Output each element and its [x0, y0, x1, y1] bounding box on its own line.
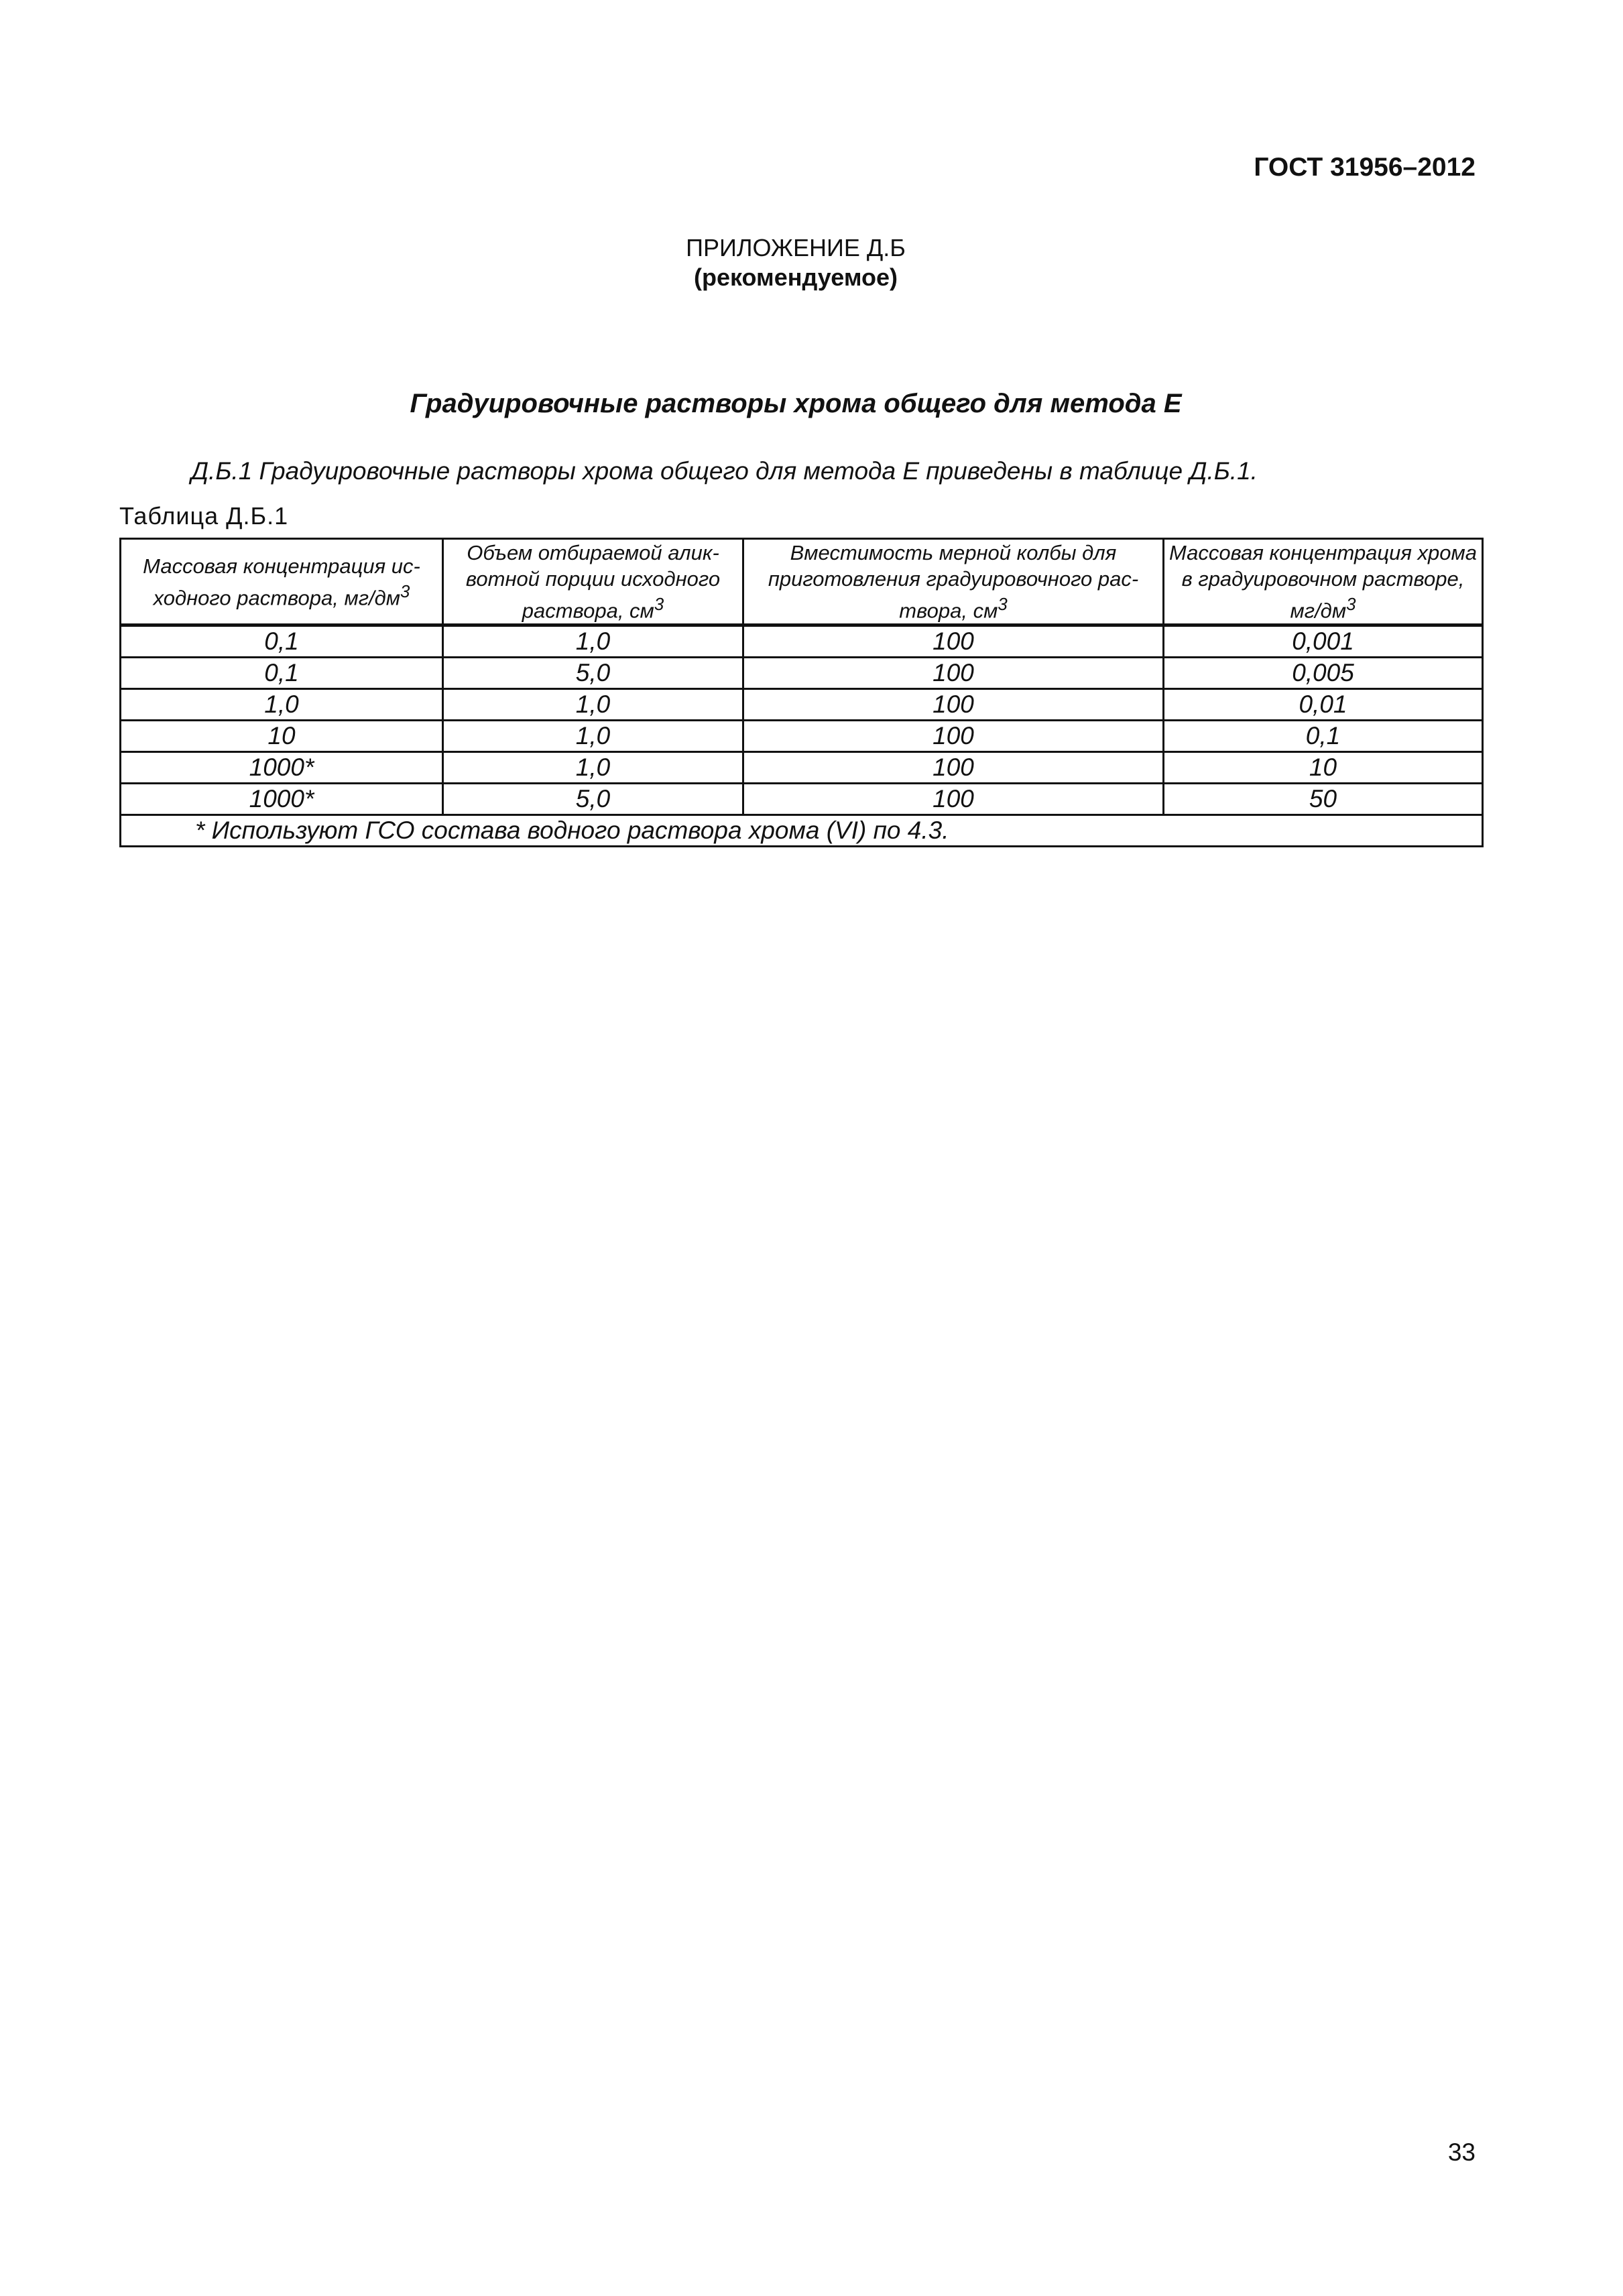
- table-row: [121, 721, 1483, 752]
- table-row: [121, 625, 1483, 658]
- table-cell: 1,0: [121, 689, 443, 721]
- table-footnote-row: [121, 815, 1483, 847]
- table-row: [121, 752, 1483, 784]
- table-cell: 0,001: [1164, 625, 1483, 658]
- table-cell: 1000*: [121, 752, 443, 784]
- table-cell: 0,1: [121, 625, 443, 658]
- table-cell: 0,01: [1164, 689, 1483, 721]
- table-cell: 1,0: [443, 721, 743, 752]
- calibration-table: [119, 538, 1484, 847]
- section-title: Градуировочные растворы хрома общего для метода Е: [410, 389, 1182, 418]
- table-row: [121, 784, 1483, 815]
- document-code: ГОСТ 31956–2012: [1254, 153, 1476, 182]
- header-cell-aliquot-volume: Объем отбираемой алик-вотной порции исходного раствора, $см^3$: [443, 539, 743, 625]
- table-cell: 5,0: [443, 658, 743, 689]
- page-number: 33: [1447, 2138, 1476, 2166]
- appendix-heading: [0, 233, 1591, 292]
- table-cell: 1,0: [443, 689, 743, 721]
- table-cell: 0,005: [1164, 658, 1483, 689]
- table-row: [121, 689, 1483, 721]
- table-cell: 100: [743, 689, 1164, 721]
- appendix-title: ПРИЛОЖЕНИЕ Д.Б: [686, 234, 906, 261]
- intro-paragraph: Д.Б.1 Градуировочные растворы хрома общего для метода Е приведены в таблице Д.Б.1.: [191, 457, 1258, 485]
- table-cell: 1,0: [443, 625, 743, 658]
- table-cell: 0,1: [121, 658, 443, 689]
- table-header-row: [121, 539, 1483, 625]
- table-cell: 0,1: [1164, 721, 1483, 752]
- table-cell: 5,0: [443, 784, 743, 815]
- table-cell: 10: [121, 721, 443, 752]
- table-caption: Таблица Д.Б.1: [119, 502, 289, 530]
- table-footnote: * Используют ГСО состава водного раствора хрома (VI) по 4.3.: [121, 815, 1483, 847]
- table-cell: 100: [743, 721, 1164, 752]
- table-cell: 100: [743, 658, 1164, 689]
- table-cell: 100: [743, 752, 1164, 784]
- header-cell-flask-volume: Вместимость мерной колбы для приготовления градуировочного рас-твора, $см^3$: [743, 539, 1164, 625]
- calibration-table-container: [119, 538, 1482, 847]
- table-cell: 1,0: [443, 752, 743, 784]
- header-cell-source-concentration: Массовая концентрация ис-ходного раствора, $мг/дм^3$: [121, 539, 443, 625]
- table-cell: 100: [743, 784, 1164, 815]
- table-cell: 10: [1164, 752, 1483, 784]
- table-cell: 1000*: [121, 784, 443, 815]
- table-cell: 50: [1164, 784, 1483, 815]
- header-cell-result-concentration: Массовая концентрация хрома в градуировочном растворе, $мг/дм^3$: [1164, 539, 1483, 625]
- table-cell: 100: [743, 625, 1164, 658]
- table-row: [121, 658, 1483, 689]
- appendix-status: (рекомендуемое): [694, 263, 898, 291]
